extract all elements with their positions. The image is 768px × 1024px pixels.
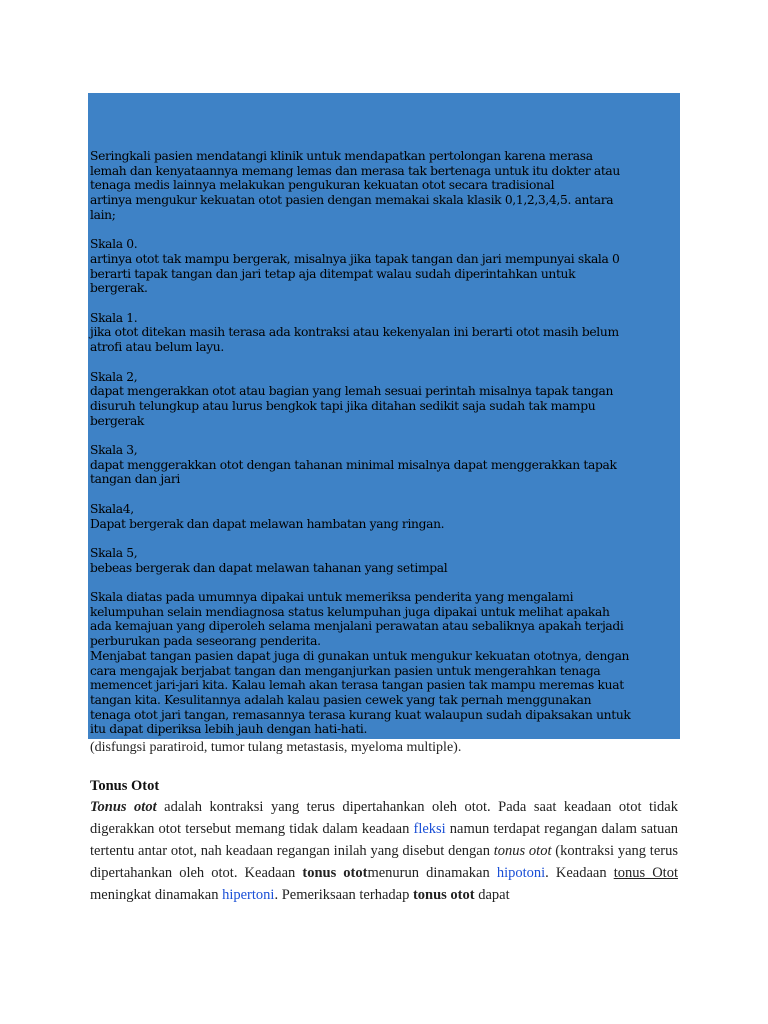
para-text-2: namun terdapat regangan dalam satuan tertentu antar otot, nah keadaan regangan inilah yang disebut dengan: [90, 821, 679, 859]
highlighted-text-box: [88, 93, 680, 739]
caption-text: (disfungsi paratiroid, tumor tulang metastasis, myeloma multiple).: [90, 740, 462, 755]
scale-3-paragraph: Skala 3, dapat menggerakkan otot dengan tahanan minimal misalnya dapat menggerakkan tapak tangan dan jari: [90, 443, 617, 487]
para-text-6: meningkat dinamakan: [90, 887, 223, 903]
link-fleksi[interactable]: fleksi: [413, 821, 446, 837]
scale-1-paragraph: Skala 1. jika otot ditekan masih terasa ada kontraksi atau kekenyalan ini berarti otot masih belum atrofi atau belum layu.: [90, 310, 619, 355]
term-tonus-otot-bold-1: tonus otot: [302, 865, 368, 881]
link-hipertoni[interactable]: hipertoni: [222, 887, 275, 903]
para-text-1: adalah kontraksi yang terus dipertahankan oleh otot. Pada saat keadaan otot tidak digerakkan otot tersebut memang tidak dalam keadaan: [90, 799, 678, 837]
closing-paragraph-1: Skala diatas pada umumnya dipakai untuk memeriksa penderita yang mengalami kelumpuhan selain mendiagnosa status kelumpuhan juga dipakai untuk melihat apakah ada kemajuan yang diperoleh selama menjalani perawatan atau sebaliknya apakah terjadi perburukan pada seseorang penderita.: [90, 589, 624, 649]
scale-2-paragraph: Skala 2, dapat mengerakkan otot atau bagian yang lemah sesuai perintah misalnya tapak tangan disuruh telungkup atau lurus bengkok tapi jika ditahan sedikit saja sudah tak mampu bergerak: [90, 369, 614, 428]
closing-paragraph-2: Menjabat tangan pasien dapat juga di gunakan untuk mengukur kekuatan ototnya, dengan cara mengajak berjabat tangan dan menganjurkan pasien untuk mengerahkan tenaga memencet jari-jari kita. Kalau lemah akan terasa tangan pasien tak mampu meremas kuat tangan kita. Kesulitannya adalah kalau pasien cewek yang tak pernah menggunakan tenaga otot jari tangan, remasannya terasa kurang kuat walaupun sudah dipaksakan untuk itu dapat diperiksa lebih jauh dengan hati-hati.: [90, 648, 631, 737]
intro-paragraph: Seringkali pasien mendatangi klinik untuk mendapatkan pertolongan karena merasa lemah dan kenyataannya memang lemas dan merasa tak bertenaga untuk itu dokter atau tenaga medis lainnya melakukan pengukuran kekuatan otot secara tradisional artinya mengukur kekuatan otot pasien dengan memakai skala klasik 0,1,2,3,4,5. antara lain;: [90, 149, 620, 222]
term-tonus-otot: Tonus otot: [90, 799, 157, 815]
term-tonus-otot-underlined: tonus Otot: [613, 865, 678, 881]
link-hipotoni[interactable]: hipotoni: [496, 865, 546, 881]
term-tonus-otot-italic: tonus otot: [493, 843, 552, 859]
scale-5-paragraph: Skala 5, bebeas bergerak dan dapat melawan tahanan yang setimpal: [90, 545, 448, 575]
scale-0-paragraph: Skala 0. artinya otot tak mampu bergerak, misalnya jika tapak tangan dan jari mempunyai skala 0 berarti tapak tangan dan jari tetap aja ditempat walau sudah diperintahkan untuk bergerak.: [90, 237, 620, 296]
para-text-8: dapat: [474, 887, 510, 903]
para-text-3: (kontraksi yang terus dipertahankan oleh otot. Keadaan: [90, 843, 678, 881]
tonus-otot-paragraph: [90, 796, 678, 906]
para-text-5: . Keadaan: [545, 865, 614, 881]
scale-4-paragraph: Skala4, Dapat bergerak dan dapat melawan hambatan yang ringan.: [90, 501, 445, 531]
term-tonus-otot-bold-2: tonus otot: [412, 887, 475, 903]
para-text-7: . Pemeriksaan terhadap: [274, 887, 413, 903]
para-text-4: menurun dinamakan: [367, 865, 497, 881]
section-heading: Tonus Otot: [90, 778, 160, 794]
